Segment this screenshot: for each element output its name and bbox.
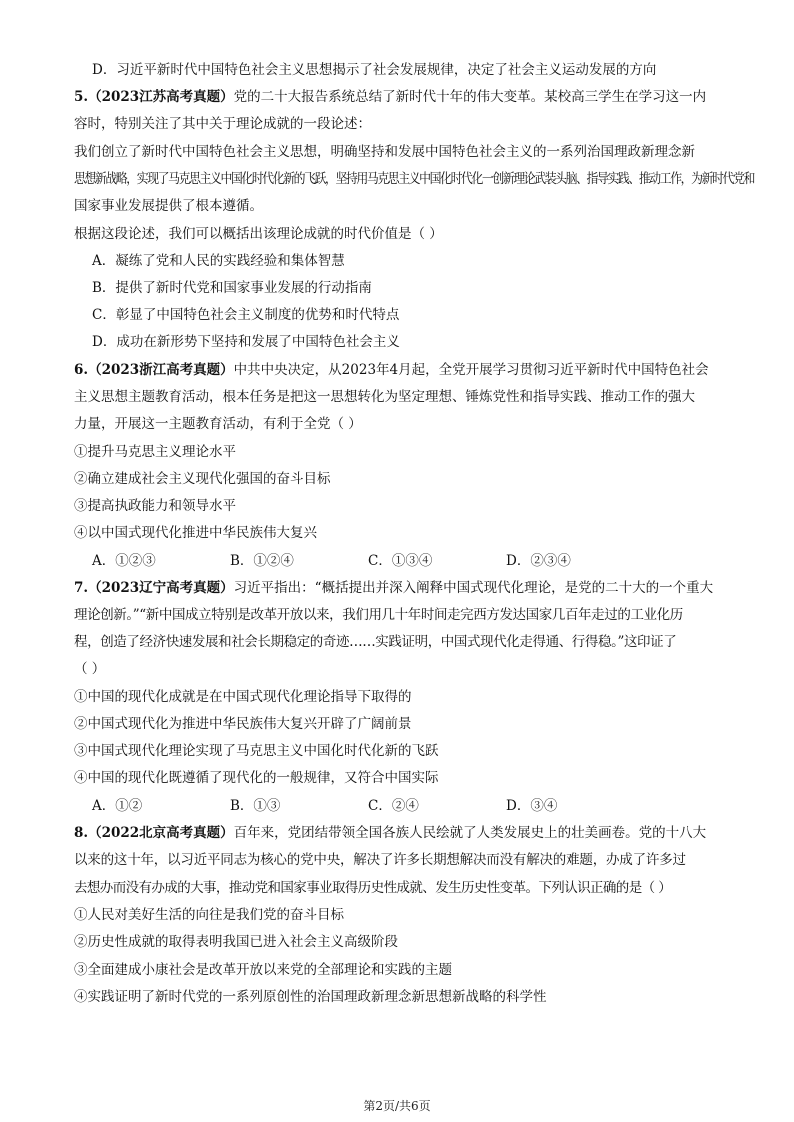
- q5-text: 党的二十大报告系统总结了新时代十年的伟大变革。某校高三学生在学习这一内: [233, 89, 707, 105]
- q7-option-a: A．①②: [92, 798, 143, 814]
- q6-stem-line-3: 力量，开展这一主题教育活动，有利于全党（ ）: [74, 416, 362, 432]
- q6-options: [92, 551, 644, 571]
- q7-options: [92, 796, 644, 816]
- q5-option-c: C．彰显了中国特色社会主义制度的优势和时代特点: [92, 307, 400, 323]
- q6-statement-3: ③提高执政能力和领导水平: [74, 498, 236, 514]
- q7-statement-2: ②中国式现代化为推进中华民族伟大复兴开辟了广阔前景: [74, 716, 412, 732]
- q5-stem-line-2: 容时，特别关注了其中关于理论成就的一段论述：: [74, 116, 371, 132]
- q7-statement-3: ③中国式现代化理论实现了马克思主义中国化时代化新的飞跃: [74, 743, 439, 759]
- q8-stem-line-2: 以来的这十年，以习近平同志为核心的党中央，解决了许多长期想解决而没有解决的难题，办成了许多过: [74, 852, 686, 868]
- q5-stem-line-1: [74, 87, 706, 107]
- q5-number: 5.: [74, 89, 89, 105]
- q6-option-d: D．②③④: [506, 553, 571, 569]
- q8-stem-line-3: 去想办而没有办成的大事，推动党和国家事业取得历史性成就、发生历史性变革。下列认识正确的是（ ）: [74, 880, 672, 896]
- q8-statement-4: ④实践证明了新时代党的一系列原创性的治国理政新理念新思想新战略的科学性: [74, 989, 547, 1005]
- q6-statement-2: ②确立建成社会主义现代化强国的奋斗目标: [74, 471, 331, 487]
- q8-number: 8.: [74, 825, 89, 841]
- q8-statement-2: ②历史性成就的取得表明我国已进入社会主义高级阶段: [74, 934, 398, 950]
- q4-option-d: D．习近平新时代中国特色社会主义思想揭示了社会发展规律，决定了社会主义运动发展的方向: [92, 62, 657, 78]
- page-footer: 第2页/共6页: [363, 1099, 431, 1113]
- q6-statement-1: ①提升马克思主义理论水平: [74, 444, 236, 460]
- q7-source: （2023辽宁高考真题）: [88, 580, 234, 596]
- q7-text: 习近平指出：“概括提出并深入阐释中国式现代化理论，是党的二十大的一个重大: [233, 580, 714, 596]
- q6-number: 6.: [74, 362, 89, 378]
- q7-stem-line-3: 程，创造了经济快速发展和社会长期稳定的奇迹……实践证明，中国式现代化走得通、行得稳。”这印证了: [74, 634, 677, 650]
- q8-stem-line-1: [74, 823, 706, 843]
- q7-option-d: D．③④: [506, 798, 558, 814]
- q6-text: 中共中央决定，从2023年4月起，全党开展学习贯彻习近平新时代中国特色社会: [233, 362, 709, 378]
- q5-question: 根据这段论述，我们可以概括出该理论成就的时代价值是（ ）: [74, 226, 443, 242]
- q8-text: 百年来，党团结带领全国各族人民绘就了人类发展史上的壮美画卷。党的十八大: [233, 825, 707, 841]
- q8-statement-1: ①人民对美好生活的向往是我们党的奋斗目标: [74, 907, 344, 923]
- q7-statement-4: ④中国的现代化既遵循了现代化的一般规律，又符合中国实际: [74, 770, 439, 786]
- q7-stem-line-2: 理论创新。”“新中国成立特别是改革开放以来，我们用几十年时间走完西方发达国家几百年走过的工业化历: [74, 607, 683, 623]
- q7-stem-line-4: （ ）: [74, 661, 106, 677]
- q6-option-b: B．①②④: [230, 553, 294, 569]
- q5-option-a: A．凝练了党和人民的实践经验和集体智慧: [92, 253, 345, 269]
- q5-quote-line-2: 思想新战略，实现了马克思主义中国化时代化新的飞跃，坚持用马克思主义中国化时代化一创新理论武装头脑、指导实践、推动工作，为新时代党和: [74, 171, 754, 187]
- q5-option-d: D．成功在新形势下坚持和发展了中国特色社会主义: [92, 334, 400, 350]
- q8-source: （2022北京高考真题）: [88, 825, 234, 841]
- q5-option-b: B．提供了新时代党和国家事业发展的行动指南: [92, 280, 372, 296]
- q5-quote-line-1: 我们创立了新时代中国特色社会主义思想，明确坚持和发展中国特色社会主义的一系列治国理政新理念新: [74, 144, 695, 160]
- q7-option-c: C．②④: [368, 798, 419, 814]
- q5-quote-line-3: 国家事业发展提供了根本遵循。: [74, 198, 263, 214]
- q6-option-a: A．①②③: [92, 553, 156, 569]
- q5-source: （2023江苏高考真题）: [88, 89, 234, 105]
- q6-option-c: C．①③④: [368, 553, 433, 569]
- q7-stem-line-1: [74, 578, 713, 598]
- q7-option-b: B．①③: [230, 798, 281, 814]
- q6-source: （2023浙江高考真题）: [88, 362, 234, 378]
- q8-statement-3: ③全面建成小康社会是改革开放以来党的全部理论和实践的主题: [74, 962, 452, 978]
- q7-statement-1: ①中国的现代化成就是在中国式现代化理论指导下取得的: [74, 689, 412, 705]
- q6-stem-line-1: [74, 360, 709, 380]
- q7-number: 7.: [74, 580, 89, 596]
- q6-statement-4: ④以中国式现代化推进中华民族伟大复兴: [74, 525, 317, 541]
- q6-stem-line-2: 主义思想主题教育活动，根本任务是把这一思想转化为坚定理想、锤炼党性和指导实践、推动工作的强大: [74, 389, 695, 405]
